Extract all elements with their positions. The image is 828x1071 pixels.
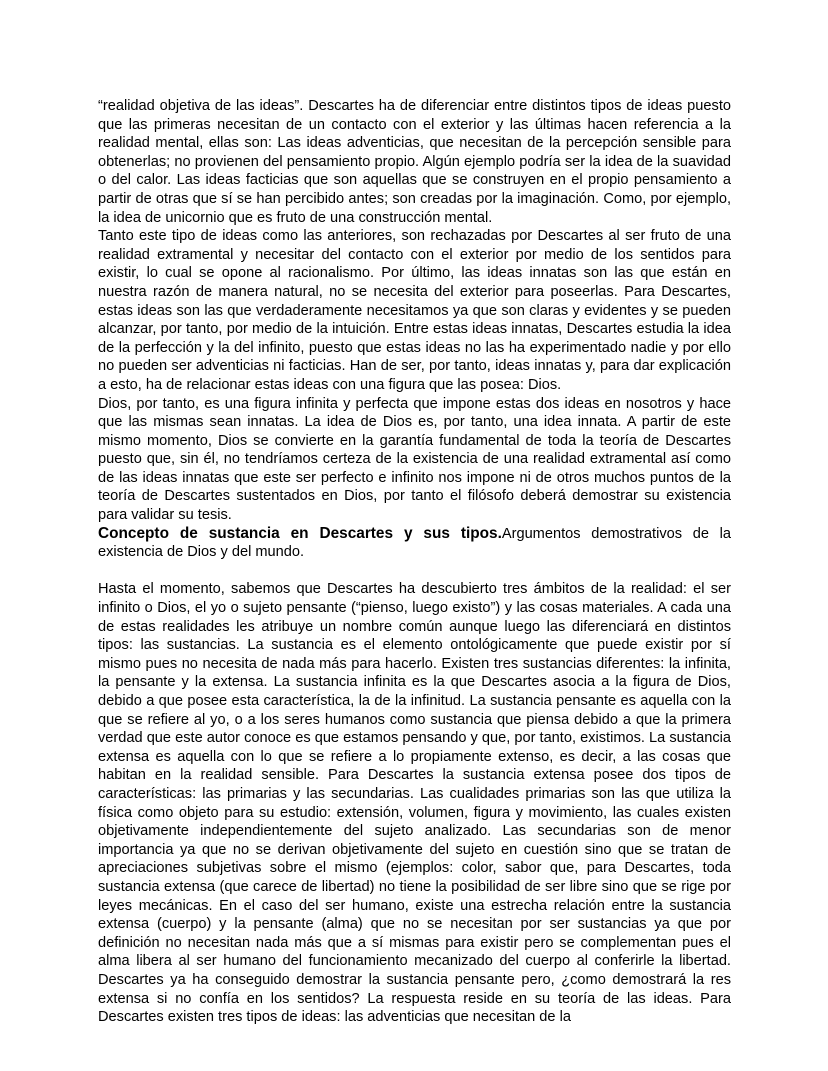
section-heading-bold: Concepto de sustancia en Descartes y sus tipos. [98, 524, 502, 542]
paragraph: “realidad objetiva de las ideas”. Descartes ha de diferenciar entre distintos tipos de ideas puesto que las primeras necesitan de un contacto con el exterior y las últimas hacen referencia a la realidad mental, ellas son: Las ideas adventicias, que necesitan de la percepción sensible para obtenerlas; no provienen del pensamiento propio. Algún ejemplo podría ser la idea de la suavidad o del calor. Las ideas facticias que son aquellas que se construyen en el propio pensamiento a partir de otras que sí se han percibido antes; son creadas por la imaginación. Como, por ejemplo, la idea de unicornio que es fruto de una construcción mental. [98, 98, 731, 226]
section-heading-rest: Argumentos demostrativos de la existencia de Dios y del mundo. [98, 525, 731, 561]
blank-line [98, 562, 731, 581]
document-page [98, 97, 731, 1027]
paragraph: Hasta el momento, sabemos que Descartes ha descubierto tres ámbitos de la realidad: el ser infinito o Dios, el yo o sujeto pensante (“pienso, luego existo”) y las cosas materiales. A cada una de estas realidades les atribuye un nombre común aunque luego las diferenciará en distintos tipos: las sustancias. La sustancia es el elemento ontológicamente que puede existir por sí mismo pues no necesita de nada más para hacerlo. Existen tres sustancias diferentes: la infinita, la pensante y la extensa. La sustancia infinita es la que Descartes asocia a la figura de Dios, debido a que posee esta característica, la de la infinitud. La sustancia pensante es aquella con la que se refiere al yo, o a los seres humanos como sustancia que piensa debido a que la primera verdad que este autor conoce es que estamos pensando y que, por tanto, existimos. La sustancia extensa es aquella con lo que se refiere a lo propiamente extenso, es decir, a las cosas que habitan en la realidad sensible. Para Descartes la sustancia extensa posee dos tipos de características: las primarias y las secundarias. Las cualidades primarias son las que utiliza la física como objeto para su estudio: extensión, volumen, figura y movimiento, las cuales existen objetivamente independientemente del sujeto analizado. Las secundarias son de menor importancia ya que no se derivan objetivamente del sujeto en cuestión sino que se tratan de apreciaciones subjetivas sobre el mismo (ejemplos: color, sabor que, para Descartes, toda sustancia extensa (que carece de libertad) no tiene la posibilidad de ser libre sino que se rige por leyes mecánicas. En el caso del ser humano, existe una estrecha relación entre la sustancia extensa (cuerpo) y la pensante (alma) que no se necesitan por ser sustancias ya que por definición no necesitan nada más que a sí mismas para existir pero se complementan pues el alma libera al ser humano del funcionamiento mecanizado del cuerpo al conferirle la libertad. Descartes ya ha conseguido demostrar la sustancia pensante pero, ¿como demostrará la res extensa si no confía en los sentidos? La respuesta reside en su teoría de las ideas. Para Descartes existen tres tipos de ideas: las adventicias que necesitan de la [98, 581, 731, 1026]
section-heading [98, 525, 731, 562]
paragraph: Tanto este tipo de ideas como las anteriores, son rechazadas por Descartes al ser fruto de una realidad extramental y necesitar del contacto con el exterior por medio de los sentidos para existir, lo cual se opone al racionalismo. Por último, las ideas innatas son las que están en nuestra razón de manera natural, no se necesita del exterior para poseerlas. Para Descartes, estas ideas son las que verdaderamente necesitamos ya que son claras y evidentes y se pueden alcanzar, por tanto, por medio de la intuición. Entre estas ideas innatas, Descartes estudia la idea de la perfección y la del infinito, puesto que estas ideas no las ha experimentado nadie y por ello no pueden ser adventicias ni facticias. Han de ser, por tanto, ideas innatas y, para dar explicación a esto, ha de relacionar estas ideas con una figura que las posea: Dios. [98, 228, 731, 393]
paragraph: Dios, por tanto, es una figura infinita y perfecta que impone estas dos ideas en nosotros y hace que las mismas sean innatas. La idea de Dios es, por tanto, una idea innata. A partir de este mismo momento, Dios se convierte en la garantía fundamental de toda la teoría de Descartes puesto que, sin él, no tendríamos certeza de la existencia de una realidad extramental así como de las ideas innatas que este ser perfecto e infinito nos impone ni de otros muchos puntos de la teoría de Descartes sustentados en Dios, por tanto el filósofo deberá demostrar su existencia para validar su tesis. [98, 395, 731, 524]
